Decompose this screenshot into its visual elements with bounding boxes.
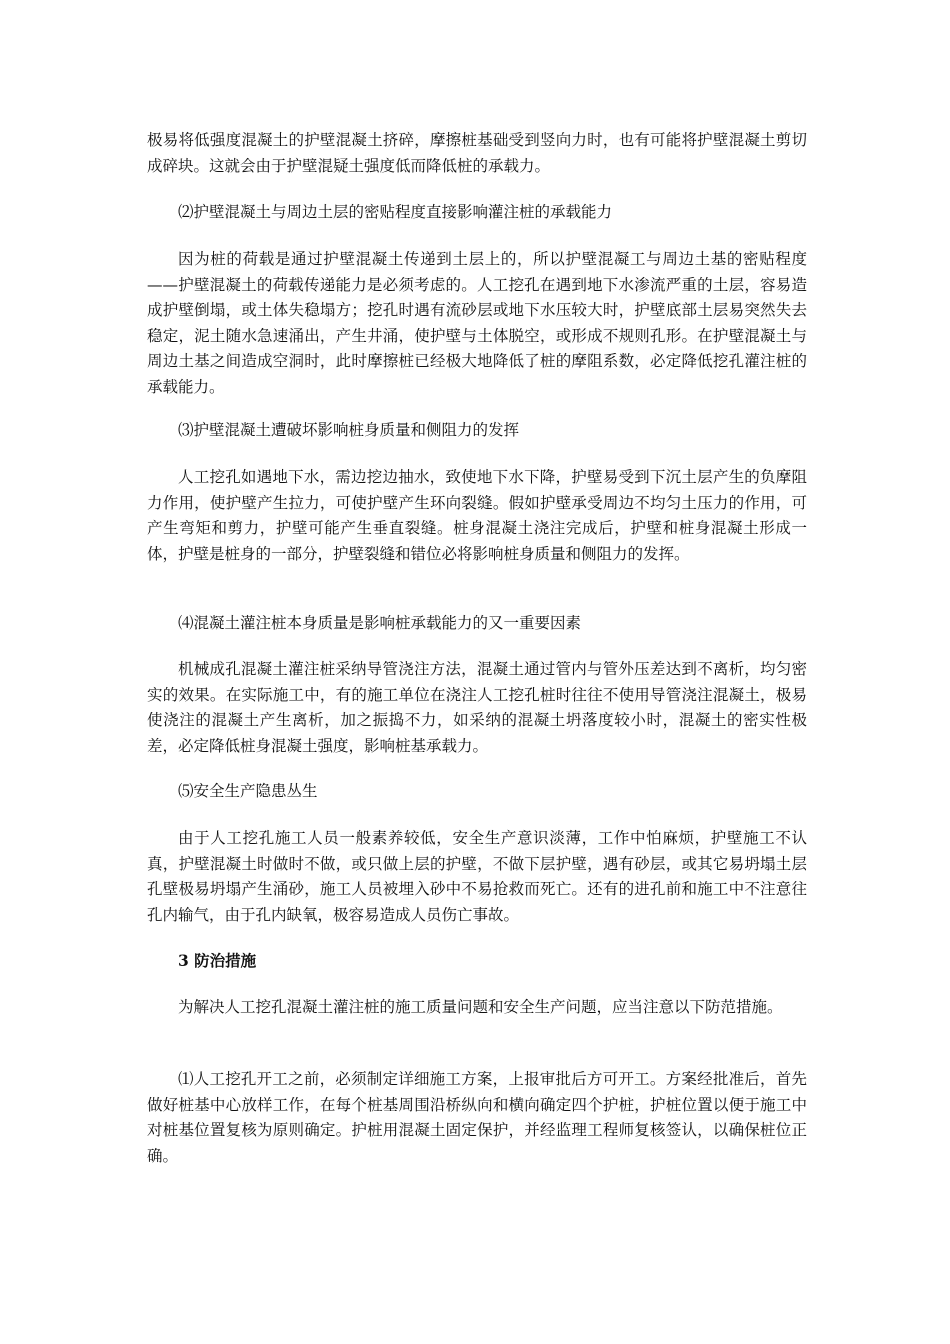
item-5-body: 由于人工挖孔施工人员一般素养较低，安全生产意识淡薄，工作中怕麻烦，护壁施工不认真，护壁混凝土时做时不做，或只做上层的护壁，不做下层护壁，遇有砂层，或其它易坍塌土层孔壁极易坍塌产生涌砂，施工人员被埋入砂中不易抢救而死亡。还有的进孔前和施工中不注意往孔内输气，由于孔内缺氧，极容易造成人员伤亡事故。 — [147, 829, 807, 924]
item-3-title: ⑶护壁混凝土遭破坏影响桩身质量和侧阻力的发挥 — [178, 421, 520, 439]
item-4-title: ⑷混凝土灌注桩本身质量是影响桩承载能力的又一重要因素 — [178, 614, 582, 632]
item-4-body: 机械成孔混凝土灌注桩采纳导管浇注方法，混凝土通过管内与管外压差达到不离析，均匀密实的效果。在实际施工中，有的施工单位在浇注人工挖孔桩时往往不使用导管浇注混凝土，极易使浇注的混凝土产生离析，加之振捣不力，如采纳的混凝土坍落度较小时，混凝土的密实性极差，必定降低桩身混凝土强度，影响桩基承载力。 — [147, 660, 807, 755]
section-3-heading: 3 防治措施 — [178, 951, 257, 970]
measure-1-paragraph: ⑴人工挖孔开工之前，必须制定详细施工方案，上报审批后方可开工。方案经批准后，首先做好桩基中心放样工作，在每个桩基周围沿桥纵向和横向确定四个护桩，护桩位置以便于施工中对桩基位置复核为原则确定。护桩用混凝土固定保护，并经监理工程师复核签认，以确保桩位正确。 — [147, 1070, 807, 1165]
intro-paragraph: 极易将低强度混凝土的护壁混凝土挤碎，摩擦桩基础受到竖向力时，也有可能将护壁混凝土剪切成碎块。这就会由于护壁混疑土强度低而降低桩的承载力。 — [147, 131, 807, 175]
item-2-body: 因为桩的荷载是通过护壁混凝土传递到土层上的，所以护壁混凝工与周边土基的密贴程度——护壁混凝土的荷载传递能力是必须考虑的。人工挖孔在遇到地下水渗流严重的土层，容易造成护壁倒塌，或土体失稳塌方；挖孔时遇有流砂层或地下水压较大时，护壁底部土层易突然失去稳定，泥土随水急速涌出，产生井涌，使护壁与土体脱空，或形成不规则孔形。在护壁混凝土与周边土基之间造成空洞时，此时摩擦桩已经极大地降低了桩的摩阻系数，必定降低挖孔灌注桩的承载能力。 — [147, 250, 807, 396]
item-5-title: ⑸安全生产隐患丛生 — [178, 782, 318, 800]
item-2-title: ⑵护壁混凝土与周边土层的密贴程度直接影响灌注桩的承载能力 — [178, 203, 613, 221]
item-3-body: 人工挖孔如遇地下水，需边挖边抽水，致使地下水下降，护壁易受到下沉土层产生的负摩阻力作用，使护壁产生拉力，可使护壁产生环向裂缝。假如护壁承受周边不均匀土压力的作用，可产生弯矩和剪力，护壁可能产生垂直裂缝。桩身混凝土浇注完成后，护壁和桩身混凝土形成一体，护壁是桩身的一部分，护壁裂缝和错位必将影响桩身质量和侧阻力的发挥。 — [147, 468, 807, 563]
section-3-intro: 为解决人工挖孔混凝土灌注桩的施工质量问题和安全生产问题，应当注意以下防范措施。 — [178, 998, 783, 1016]
